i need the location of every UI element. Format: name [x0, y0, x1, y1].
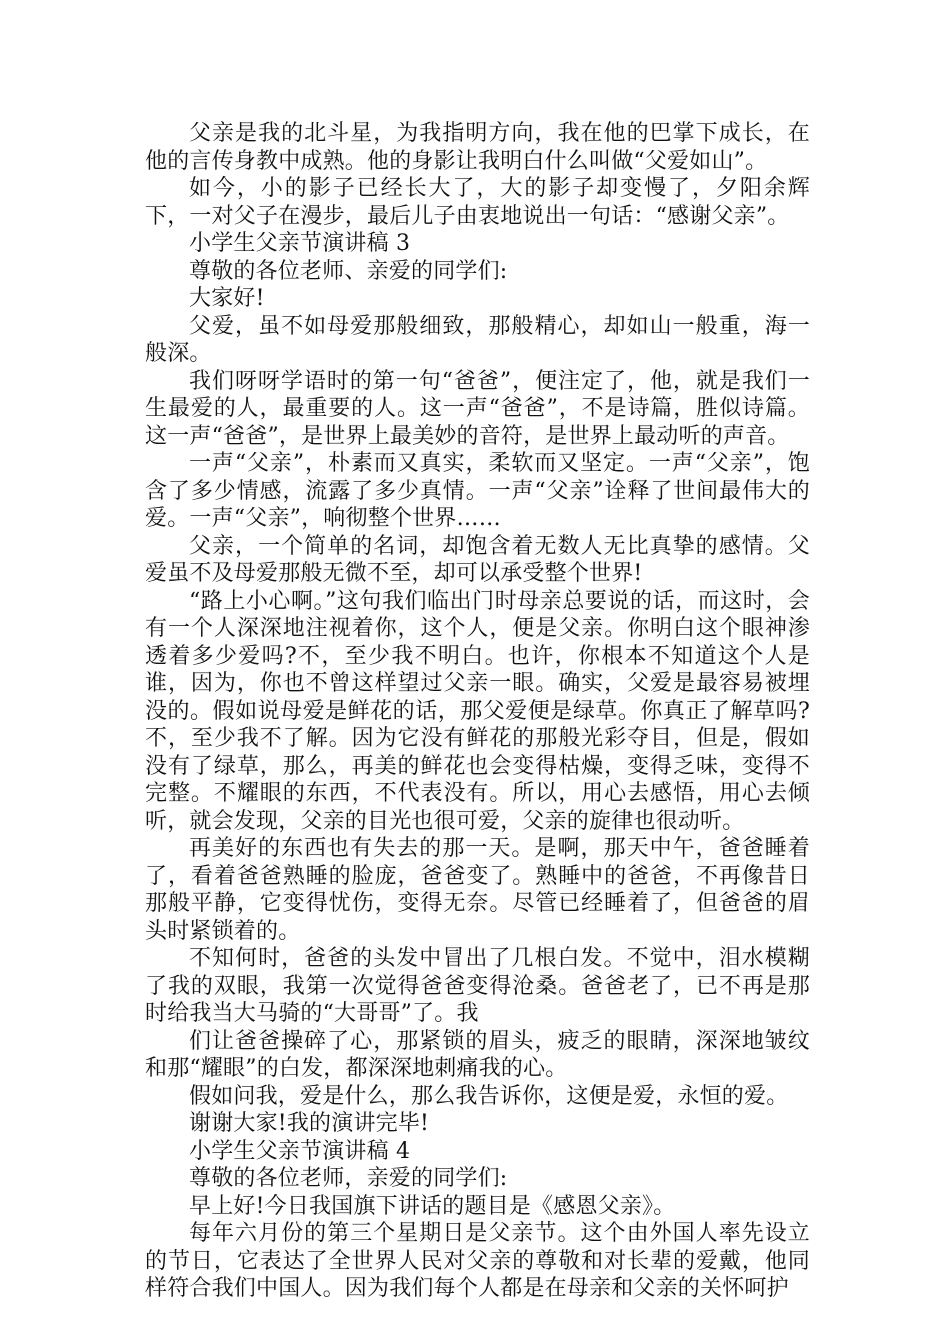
- paragraph: 一声“父亲”，朴素而又真实，柔软而又坚定。一声“父亲”，饱含了多少情感，流露了多少真情。一声“父亲”诠释了世间最伟大的爱。一声“父亲”，响彻整个世界……: [145, 451, 810, 531]
- paragraph: 再美好的东西也有失去的那一天。是啊，那天中午，爸爸睡着了，看着爸爸熟睡的脸庞，爸爸变了。熟睡中的爸爸，不再像昔日那般平静，它变得忧伤，变得无奈。尽管已经睡着了，但爸爸的眉头时紧锁着的。: [145, 836, 810, 944]
- paragraph: 父爱，虽不如母爱那般细致，那般精心，却如山一般重，海一般深。: [145, 313, 810, 366]
- paragraph: 们让爸爸操碎了心，那紧锁的眉头，疲乏的眼睛，深深地皱纹和那“耀眼”的白发，都深深地刺痛我的心。: [145, 1028, 810, 1081]
- paragraph: “路上小心啊。”这句我们临出门时母亲总要说的话，而这时，会有一个人深深地注视着你，这个人，便是父亲。你明白这个眼神渗透着多少爱吗?不，至少我不明白。也许，你根本不知道这个人是谁，因为，你也不曾这样望过父亲一眼。确实，父爱是最容易被埋没的。假如说母爱是鲜花的话，那父爱便是绿草。你真正了解草吗?不，至少我不了解。因为它没有鲜花的那般光彩夺目，但是，假如没有了绿草，那么，再美的鲜花也会变得枯燥，变得乏味，变得不完整。不耀眼的东西，不代表没有。所以，用心去感悟，用心去倾听，就会发现，父亲的目光也很可爱，父亲的旋律也很动听。: [145, 588, 810, 834]
- section-heading: 小学生父亲节演讲稿 3: [189, 231, 411, 256]
- greeting: 大家好!: [189, 286, 265, 311]
- closing: 谢谢大家!我的演讲完毕!: [189, 1111, 430, 1136]
- greeting: 早上好!今日我国旗下讲话的题目是《感恩父亲》。: [189, 1193, 676, 1219]
- paragraph: 父亲，一个简单的名词，却饱含着无数人无比真挚的感情。父爱虽不及母爱那般无微不至，却可以承受整个世界!: [145, 533, 810, 586]
- salutation: 尊敬的各位老师、亲爱的同学们:: [189, 258, 508, 284]
- section-heading: 小学生父亲节演讲稿 4: [189, 1138, 411, 1164]
- paragraph: 父亲是我的北斗星，为我指明方向，我在他的巴掌下成长，在他的言传身教中成熟。他的身影让我明白什么叫做“父爱如山”。: [145, 121, 810, 174]
- paragraph: 每年六月份的第三个星期日是父亲节。这个由外国人率先设立的节日，它表达了全世界人民对父亲的尊敬和对长辈的爱戴，他同样符合我们中国人。因为我们每个人都是在母亲和父亲的关怀呵护: [145, 1221, 810, 1301]
- paragraph: 假如问我，爱是什么，那么我告诉你，这便是爱，永恒的爱。: [189, 1083, 789, 1109]
- paragraph: 不知何时，爸爸的头发中冒出了几根白发。不觉中，泪水模糊了我的双眼，我第一次觉得爸爸变得沧桑。爸爸老了，已不再是那时给我当大马骑的“大哥哥”了。我: [145, 946, 810, 1026]
- document-body: [145, 120, 810, 1303]
- salutation: 尊敬的各位老师，亲爱的同学们:: [189, 1166, 508, 1191]
- paragraph: 如今，小的影子已经长大了，大的影子却变慢了，夕阳余辉下，一对父子在漫步，最后儿子由衷地说出一句话：“感谢父亲”。: [145, 176, 810, 229]
- paragraph: 我们呀呀学语时的第一句“爸爸”，便注定了，他，就是我们一生最爱的人，最重要的人。这一声“爸爸”，不是诗篇，胜似诗篇。这一声“爸爸”，是世界上最美妙的音符，是世界上最动听的声音。: [145, 368, 810, 449]
